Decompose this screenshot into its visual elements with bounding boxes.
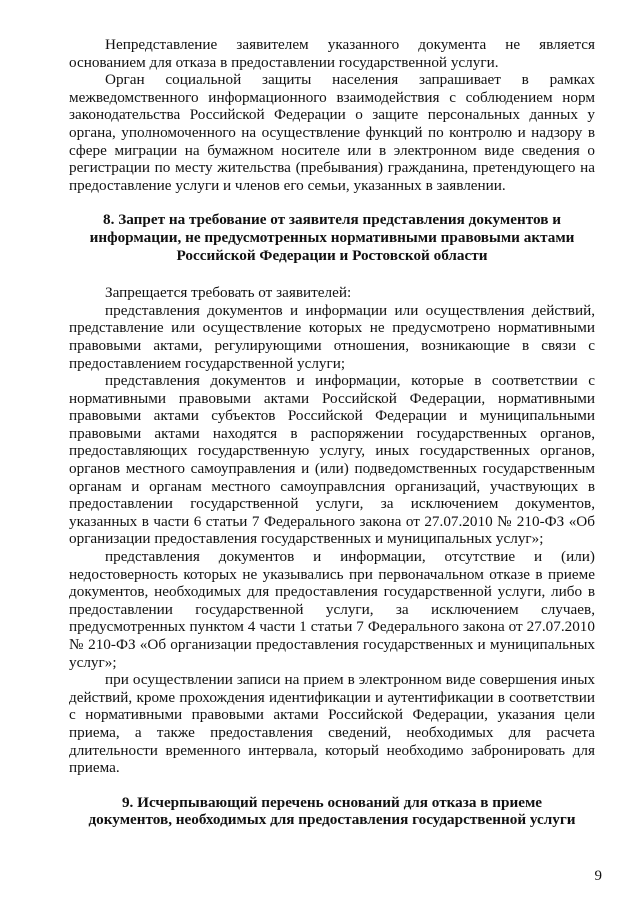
section-9-heading: 9. Исчерпывающий перечень оснований для отказа в приеме документов, необходимых для предоставления государственной услуги (88, 793, 576, 829)
page-number: 9 (594, 868, 602, 884)
section-8-item-3: представления документов и информации, отсутствие и (или) недостоверность которых не указывались при первоначальном отказе в приеме документов, необходимых для предоставления государственной услуги, либо в предоставлении государственной услуги, за исключением случаев, предусмотренных пунктом 4 части 1 статьи 7 Федерального закона от 27.07.2010 № 210-ФЗ «Об организации предоставления государственных и муниципальных услуг»; (69, 548, 595, 671)
section-8-item-2: представления документов и информации, которые в соответствии с нормативными правовыми актами Российской Федерации, нормативными правовыми актами субъектов Российской Федерации и муниципальными правовыми актами находятся в распоряжении государственных органов, предоставляющих государственную услугу, иных государственных органов, органов местного самоуправления и (или) подведомственных государственным органам и органам местного самоуправлсния организаций, участвующих в предоставлении государственной услуги, за исключением документов, указанных в части 6 статьи 7 Федерального закона от 27.07.2010 № 210-ФЗ «Об организации предоставления государственных и муниципальных услуг»; (69, 372, 595, 548)
paragraph-non-submission: Непредставление заявителем указанного документа не является основанием для отказа в предоставлении государственной услуги. (69, 36, 595, 71)
section-8-item-4: при осуществлении записи на прием в электронном виде совершения иных действий, кроме прохождения идентификации и аутентификации в соответствии с нормативными правовыми актами Российской Федерации, указания цели приема, а также предоставления сведений, необходимых для расчета длительности временного интервала, который необходимо забронировать для приема. (69, 671, 595, 777)
paragraph-interagency-request: Орган социальной защиты населения запрашивает в рамках межведомственного информационного взаимодействия с соблюдением норм законодательства Российской Федерации о защите персональных данных у органа, уполномоченного на осуществление функций по контролю и надзору в сфере миграции на бумажном носителе или в электронном виде сведения о регистрации по месту жительства (пребывания) гражданина, претендующего на предоставление услуги и членов его семьи, указанных в заявлении. (69, 71, 595, 194)
section-8-intro: Запрещается требовать от заявителей: (105, 284, 352, 302)
section-8-item-1: представления документов и информации или осуществления действий, представление или осуществление которых не предусмотрено нормативными правовыми актами, регулирующими отношения, возникающие в связи с предоставлением государственной услуги; (69, 301, 595, 372)
page-content (69, 36, 595, 829)
section-8-heading: 8. Запрет на требование от заявителя представления документов и информации, не предусмотренных нормативными правовыми актами Российской Федерации и Ростовской области (89, 211, 575, 264)
